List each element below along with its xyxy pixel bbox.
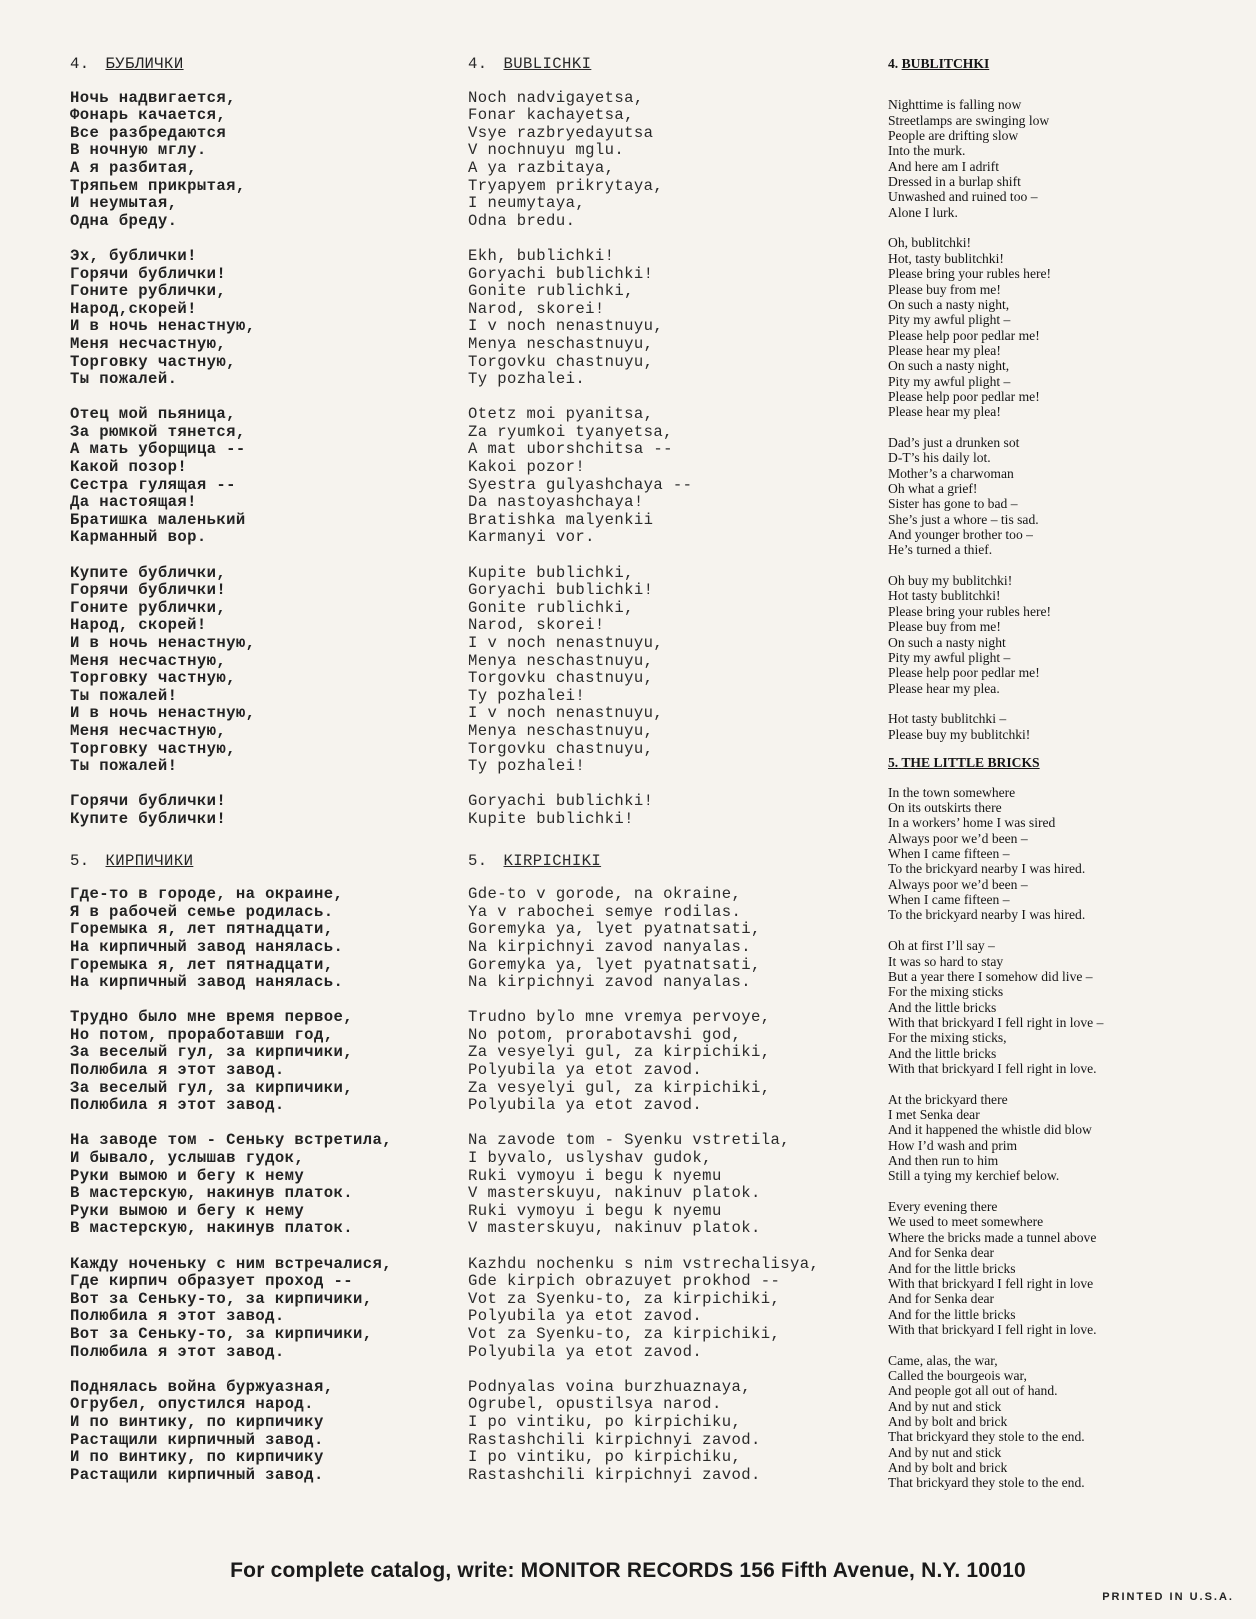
lyric-line: Polyubila ya etot zavod. [468,1096,703,1115]
lyric-line: Please help poor pedlar me! [888,327,1040,343]
stanza [468,406,860,547]
lyric-line: Goremyka ya, lyet pyatnatsati, [468,955,761,974]
stanza [468,1009,860,1115]
lyric-line: That brickyard they stole to the end. [888,1475,1085,1491]
lyric-line: И по винтику, по кирпичику [70,1448,324,1467]
lyric-line: It was so hard to stay [888,953,1004,969]
lyric-line: On such a nasty night, [888,296,1010,312]
lyric-line: Где-то в городе, на окраине, [70,885,344,904]
lyric-line: Руки вымою и бегу к нему [70,1166,305,1185]
lyric-line: Na zavode tom - Syenku vstretila, [468,1131,791,1150]
lyric-line: How I’d wash and prim [888,1137,1018,1153]
lyric-line: But a year there I somehow did live – [888,968,1093,984]
lyric-line: Меня несчастную, [70,334,227,353]
lyric-line: Goryachi bublichki! [468,581,654,600]
lyric-line: And for Senka dear [888,1245,995,1261]
lyric-line: За веселый гул, за кирпичики, [70,1078,353,1097]
lyric-line: Streetlamps are swinging low [888,112,1050,128]
lyric-line: Гоните рублички, [70,282,227,301]
lyric-line: Одна бреду. [70,211,178,230]
lyric-line: Трудно было мне время первое, [70,1008,353,1027]
lyric-line: Narod, skorei! [468,299,605,318]
lyric-line: And the little bricks [888,999,997,1015]
lyric-line: She’s just a whore – tis sad. [888,511,1039,527]
lyric-line: Полюбила я этот завод. [70,1342,285,1361]
lyric-line: I byvalo, uslyshav gudok, [468,1149,712,1168]
lyric-line: На кирпичный завод нанялась. [70,937,344,956]
lyric-line: V masterskuyu, nakinuv platok. [468,1219,761,1238]
lyric-line: With that brickyard I fell right in love. [888,1321,1097,1337]
lyric-line: А я разбитая, [70,158,197,177]
stanza [70,793,450,828]
stanza [70,406,450,547]
lyric-line: Отец мой пьяница, [70,405,236,424]
lyric-line: Za vesyelyi gul, za kirpichiki, [468,1043,771,1062]
lyric-line: We used to meet somewhere [888,1214,1044,1230]
lyric-line: Kupite bublichki, [468,563,634,582]
lyric-line: Братишка маленький [70,510,246,529]
stanza [70,886,450,992]
song-title: 4. БУБЛИЧКИ [70,55,184,73]
lyric-line: Ty pozhalei. [468,370,586,389]
lyric-line: Фонарь качается, [70,106,227,125]
lyric-line: Где кирпич образует проход -- [70,1272,353,1291]
lyric-line: Na kirpichnyi zavod nanyalas. [468,973,751,992]
lyric-line: Kakoi pozor! [468,458,586,477]
lyric-line: Но потом, проработавши год, [70,1025,334,1044]
lyric-line: Torgovku chastnuyu, [468,739,654,758]
lyric-line: Otetz moi pyanitsa, [468,405,654,424]
lyric-line: Odna bredu. [468,211,576,230]
stanza [888,97,1228,220]
lyric-line: Please buy from me! [888,619,1001,635]
lyric-line: Na kirpichnyi zavod nanyalas. [468,937,751,956]
lyric-line: Ты пожалей. [70,370,178,389]
lyric-line: Ty pozhalei! [468,757,586,776]
lyric-line: Fonar kachayetsa, [468,106,634,125]
lyric-line: Unwashed and ruined too – [888,189,1038,205]
lyric-line: A ya razbitaya, [468,158,615,177]
lyric-line: И в ночь ненастную, [70,317,256,336]
stanza [888,1199,1228,1337]
lyric-line: On such a nasty night [888,634,1006,650]
lyric-line: Menya neschastnuyu, [468,651,654,670]
lyric-line: Please help poor pedlar me! [888,665,1040,681]
lyric-line: And by bolt and brick [888,1460,1008,1476]
lyric-line: And by bolt and brick [888,1413,1008,1429]
lyric-line: And then run to him [888,1153,999,1169]
song-kirpichiki-transliteration [468,853,860,1485]
lyric-line: On its outskirts there [888,800,1002,816]
lyric-line: That brickyard they stole to the end. [888,1429,1085,1445]
lyric-line: And the little bricks [888,1045,997,1061]
lyric-line: Горячи бублички! [70,264,227,283]
stanza [468,1132,860,1238]
stanza [70,565,450,776]
song-title: 5. THE LITTLE BRICKS [888,755,1040,771]
lyric-line: Вот за Сеньку-то, за кирпичики, [70,1324,373,1343]
lyric-line: And for the little bricks [888,1306,1016,1322]
lyric-line: В мастерскую, накинув платок. [70,1184,353,1203]
lyric-line: Да настоящая! [70,493,197,512]
lyric-line: Za vesyelyi gul, za kirpichiki, [468,1078,771,1097]
lyric-line: Gde-to v gorode, na okraine, [468,885,742,904]
lyric-line: Народ,скорей! [70,299,197,318]
stanza [70,1132,450,1238]
english-column [888,56,1228,1506]
lyric-line: Please buy from me! [888,281,1001,297]
lyric-line: I met Senka dear [888,1107,980,1123]
stanza [888,1092,1228,1184]
lyric-line: Hot tasty bublitchki – [888,711,1007,727]
lyric-line: No potom, prorabotavshi god, [468,1025,742,1044]
lyric-line: Always poor we’d been – [888,876,1028,892]
lyric-line: Da nastoyashchaya! [468,493,644,512]
lyric-line: Hot, tasty bublitchki! [888,250,1004,266]
lyric-line: Please buy my bublitchki! [888,726,1031,742]
lyric-line: With that brickyard I fell right in love. [888,1060,1097,1076]
lyric-line: Торговку частную, [70,352,236,371]
song-kirpichiki-russian [70,853,450,1485]
stanza [70,1256,450,1362]
lyric-line: I v noch nenastnuyu, [468,704,664,723]
song-bublitchki-english [888,56,1228,742]
lyric-line: Menya neschastnuyu, [468,334,654,353]
song-title: 5. КИРПИЧИКИ [70,851,194,870]
stanza-group [468,90,860,829]
lyric-line: Karmanyi vor. [468,528,595,547]
lyric-line: Gde kirpich obrazuyet prokhod -- [468,1272,781,1291]
lyric-line: Dad’s just a drunken sot [888,435,1020,450]
lyric-line: I po vintiku, po kirpichiku, [468,1448,742,1467]
lyric-line: В мастерскую, накинув платок. [70,1219,353,1238]
lyric-line: Rastashchili kirpichnyi zavod. [468,1430,761,1449]
lyric-line: Rastashchili kirpichnyi zavod. [468,1465,761,1484]
stanza [468,1379,860,1485]
lyric-line: За веселый гул, за кирпичики, [70,1043,353,1062]
lyric-line: Огрубел, опустился народ. [70,1395,314,1414]
song-little-bricks-english [888,755,1228,1490]
lyric-line: V nochnuyu mglu. [468,141,625,160]
stanza [888,235,1228,419]
lyric-line: Menya neschastnuyu, [468,721,654,740]
lyric-line: Kazhdu nochenku s nim vstrechalisya, [468,1254,820,1273]
lyric-line: Trudno bylo mne vremya pervoye, [468,1008,771,1027]
lyric-line: Кажду ноченьку с ним встречалися, [70,1254,393,1273]
lyric-line: На заводе том - Сеньку встретила, [70,1131,393,1150]
lyric-line: Into the murk. [888,143,966,159]
lyric-line: Where the bricks made a tunnel above [888,1229,1097,1245]
lyric-line: Dressed in a burlap shift [888,174,1021,190]
lyric-line: Bratishka malyenkii [468,510,654,529]
lyric-line: And for the little bricks [888,1260,1016,1276]
lyric-line: Oh what a grief! [888,481,978,497]
lyric-line: И бывало, услышав гудок, [70,1149,305,1168]
song-title: 4. BUBLICHKI [468,55,592,73]
lyric-line: Ya v rabochei semye rodilas. [468,902,742,921]
lyric-line: And younger brother too – [888,527,1033,543]
stanza [70,1009,450,1115]
lyric-line: And here am I adrift [888,158,999,174]
lyric-line: Тряпьем прикрытая, [70,176,246,195]
lyric-line: Купите бублички, [70,563,227,582]
lyric-line: Ty pozhalei! [468,686,586,705]
stanza [468,90,860,231]
lyric-line: Polyubila ya etot zavod. [468,1061,703,1080]
lyric-line: Oh, bublitchki! [888,235,972,251]
lyric-line: Za ryumkoi tyanyetsa, [468,422,673,441]
lyric-line: D-T’s his daily lot. [888,450,991,466]
stanza [888,938,1228,1076]
stanza [468,248,860,389]
lyric-line: And people got all out of hand. [888,1383,1058,1399]
lyric-line: In a workers’ home I was sired [888,815,1056,831]
stanza-group [888,785,1228,1491]
lyric-line: To the brickyard nearby I was hired. [888,861,1086,877]
lyric-line: Goryachi bublichki! [468,264,654,283]
lyric-line: A mat uborshchitsa -- [468,440,673,459]
lyric-line: Please hear my plea! [888,404,1001,420]
lyric-line: Nighttime is falling now [888,97,1022,113]
lyric-line: И неумытая, [70,194,178,213]
lyric-line: Ruki vymoyu i begu k nyemu [468,1201,722,1220]
lyric-line: People are drifting slow [888,128,1019,144]
lyric-line: When I came fifteen – [888,846,1010,862]
lyric-line: He’s turned a thief. [888,542,993,558]
lyric-line: Ruki vymoyu i begu k nyemu [468,1166,722,1185]
lyric-line: I v noch nenastnuyu, [468,317,664,336]
lyric-line: And by nut and stick [888,1444,1002,1460]
stanza [888,435,1228,558]
stanza-group [888,97,1228,742]
stanza-group [468,886,860,1484]
lyric-line: I po vintiku, po kirpichiku, [468,1412,742,1431]
lyric-line: Я в рабочей семье родилась. [70,902,334,921]
lyric-line: And by nut and stick [888,1398,1002,1414]
catalog-footer: For complete catalog, write: MONITOR RECORDS 156 Fifth Avenue, N.Y. 10010 [230,1559,1026,1582]
lyric-line: Меня несчастную, [70,721,227,740]
lyric-line: Ты пожалей! [70,686,178,705]
lyric-line: In the town somewhere [888,784,1016,800]
lyric-line: On such a nasty night, [888,358,1010,374]
lyric-line: Gonite rublichki, [468,598,634,617]
stanza [888,573,1228,696]
lyric-line: Pity my awful plight – [888,312,1011,328]
lyric-line: And for Senka dear [888,1291,995,1307]
lyric-line: Эх, бублички! [70,246,197,265]
lyric-line: За рюмкой тянется, [70,422,246,441]
lyric-line: Торговку частную, [70,739,236,758]
printed-in-usa: PRINTED IN U.S.A. [1102,1591,1234,1603]
lyric-line: Please help poor pedlar me! [888,388,1040,404]
lyric-line: В ночную мглу. [70,141,207,160]
lyric-line: Please hear my plea! [888,342,1001,358]
lyric-line: Noch nadvigayetsa, [468,88,644,107]
lyric-line: Горячи бублички! [70,792,227,811]
stanza [888,1353,1228,1491]
lyric-line: Torgovku chastnuyu, [468,352,654,371]
stanza [70,1379,450,1485]
song-title: 4. BUBLITCHKI [888,56,990,71]
lyric-line: Народ, скорей! [70,616,207,635]
lyric-line: И по винтику, по кирпичику [70,1412,324,1431]
lyric-line: Растащили кирпичный завод. [70,1430,324,1449]
lyric-line: Купите бублички! [70,809,227,828]
lyric-line: Карманный вор. [70,528,207,547]
lyric-line: Ты пожалей! [70,757,178,776]
lyric-line: Полюбила я этот завод. [70,1096,285,1115]
lyric-line: Vsye razbryedayutsa [468,123,654,142]
song-bublichki-transliteration [468,56,860,829]
lyric-line: Горемыка я, лет пятнадцати, [70,955,334,974]
lyric-line: Syestra gulyashchaya -- [468,475,693,494]
stanza [70,90,450,231]
lyric-line: Pity my awful plight – [888,649,1011,665]
lyric-line: Goremyka ya, lyet pyatnatsati, [468,920,761,939]
lyric-line: Vot za Syenku-to, za kirpichiki, [468,1324,781,1343]
lyric-line: To the brickyard nearby I was hired. [888,907,1086,923]
lyric-line: Pity my awful plight – [888,373,1011,389]
lyric-line: Alone I lurk. [888,204,958,220]
lyric-line: Goryachi bublichki! [468,792,654,811]
lyric-line: When I came fifteen – [888,892,1010,908]
stanza [468,565,860,776]
stanza [70,248,450,389]
lyric-line: Podnyalas voina burzhuaznaya, [468,1377,751,1396]
lyric-line: На кирпичный завод нанялась. [70,973,344,992]
lyric-line: Kupite bublichki! [468,809,634,828]
lyric-line: I v noch nenastnuyu, [468,634,664,652]
lyric-line: Hot tasty bublitchki! [888,588,1001,604]
lyric-line: Narod, skorei! [468,616,605,635]
stanza [468,1256,860,1362]
lyric-line: Меня несчастную, [70,651,227,670]
lyric-line: Ogrubel, opustilsya narod. [468,1395,722,1414]
russian-column [70,56,450,1502]
lyric-line: Please bring your rubles here! [888,603,1052,619]
lyric-line: Called the bourgeois war, [888,1367,1027,1383]
lyric-line: With that brickyard I fell right in love [888,1275,1094,1291]
lyric-line: Ночь надвигается, [70,88,236,107]
lyric-line: Горячи бублички! [70,581,227,600]
lyric-line: Oh buy my bublitchki! [888,573,1013,589]
lyric-line: Still a tying my kerchief below. [888,1168,1060,1184]
lyric-line: Every evening there [888,1199,998,1215]
lyric-line: Oh at first I’ll say – [888,938,995,954]
lyric-line: Какой позор! [70,458,188,477]
stanza [888,785,1228,923]
stanza [468,793,860,828]
lyric-line: Please hear my plea. [888,680,1000,696]
lyric-line: Sister has gone to bad – [888,496,1018,512]
lyric-line: Mother’s a charwoman [888,465,1014,481]
lyric-line: Гоните рублички, [70,598,227,617]
lyric-line: I neumytaya, [468,194,586,213]
lyric-line: Руки вымою и бегу к нему [70,1201,305,1220]
song-bublichki-russian [70,56,450,829]
lyric-line: Torgovku chastnuyu, [468,669,654,688]
lyric-line: Tryapyem prikrytaya, [468,176,664,195]
lyric-line: For the mixing sticks, [888,1030,1007,1046]
lyric-line: And it happened the whistle did blow [888,1122,1092,1138]
stanza-group [70,886,450,1484]
lyric-line: Always poor we’d been – [888,830,1028,846]
stanza [468,886,860,992]
lyric-line: Полюбила я этот завод. [70,1061,285,1080]
lyric-line: Торговку частную, [70,669,236,688]
lyric-line: Gonite rublichki, [468,282,634,301]
lyric-line: Растащили кирпичный завод. [70,1465,324,1484]
stanza-group [70,90,450,829]
lyric-line: Вот за Сеньку-то, за кирпичики, [70,1289,373,1308]
lyric-line: Полюбила я этот завод. [70,1307,285,1326]
lyric-line: Все разбредаются [70,123,227,142]
lyric-line: И в ночь ненастную, [70,634,256,652]
lyric-line: Ekh, bublichki! [468,246,615,265]
stanza [888,711,1228,742]
song-title: 5. KIRPICHIKI [468,851,602,870]
lyric-line: Came, alas, the war, [888,1352,998,1368]
lyric-line: Vot za Syenku-to, za kirpichiki, [468,1289,781,1308]
lyric-line: For the mixing sticks [888,984,1004,1000]
transliteration-column [468,56,860,1502]
lyric-line: А мать уборщица -- [70,440,246,459]
lyric-line: И в ночь ненастную, [70,704,256,723]
lyric-line: V masterskuyu, nakinuv platok. [468,1184,761,1203]
lyric-line: Please bring your rubles here! [888,266,1052,282]
lyric-line: At the brickyard there [888,1091,1008,1107]
lyric-line: Polyubila ya etot zavod. [468,1342,703,1361]
lyric-line: With that brickyard I fell right in love – [888,1014,1104,1030]
lyric-line: Горемыка я, лет пятнадцати, [70,920,334,939]
lyric-line: Polyubila ya etot zavod. [468,1307,703,1326]
lyric-line: Сестра гулящая -- [70,475,236,494]
lyric-line: Поднялась война буржуазная, [70,1377,334,1396]
